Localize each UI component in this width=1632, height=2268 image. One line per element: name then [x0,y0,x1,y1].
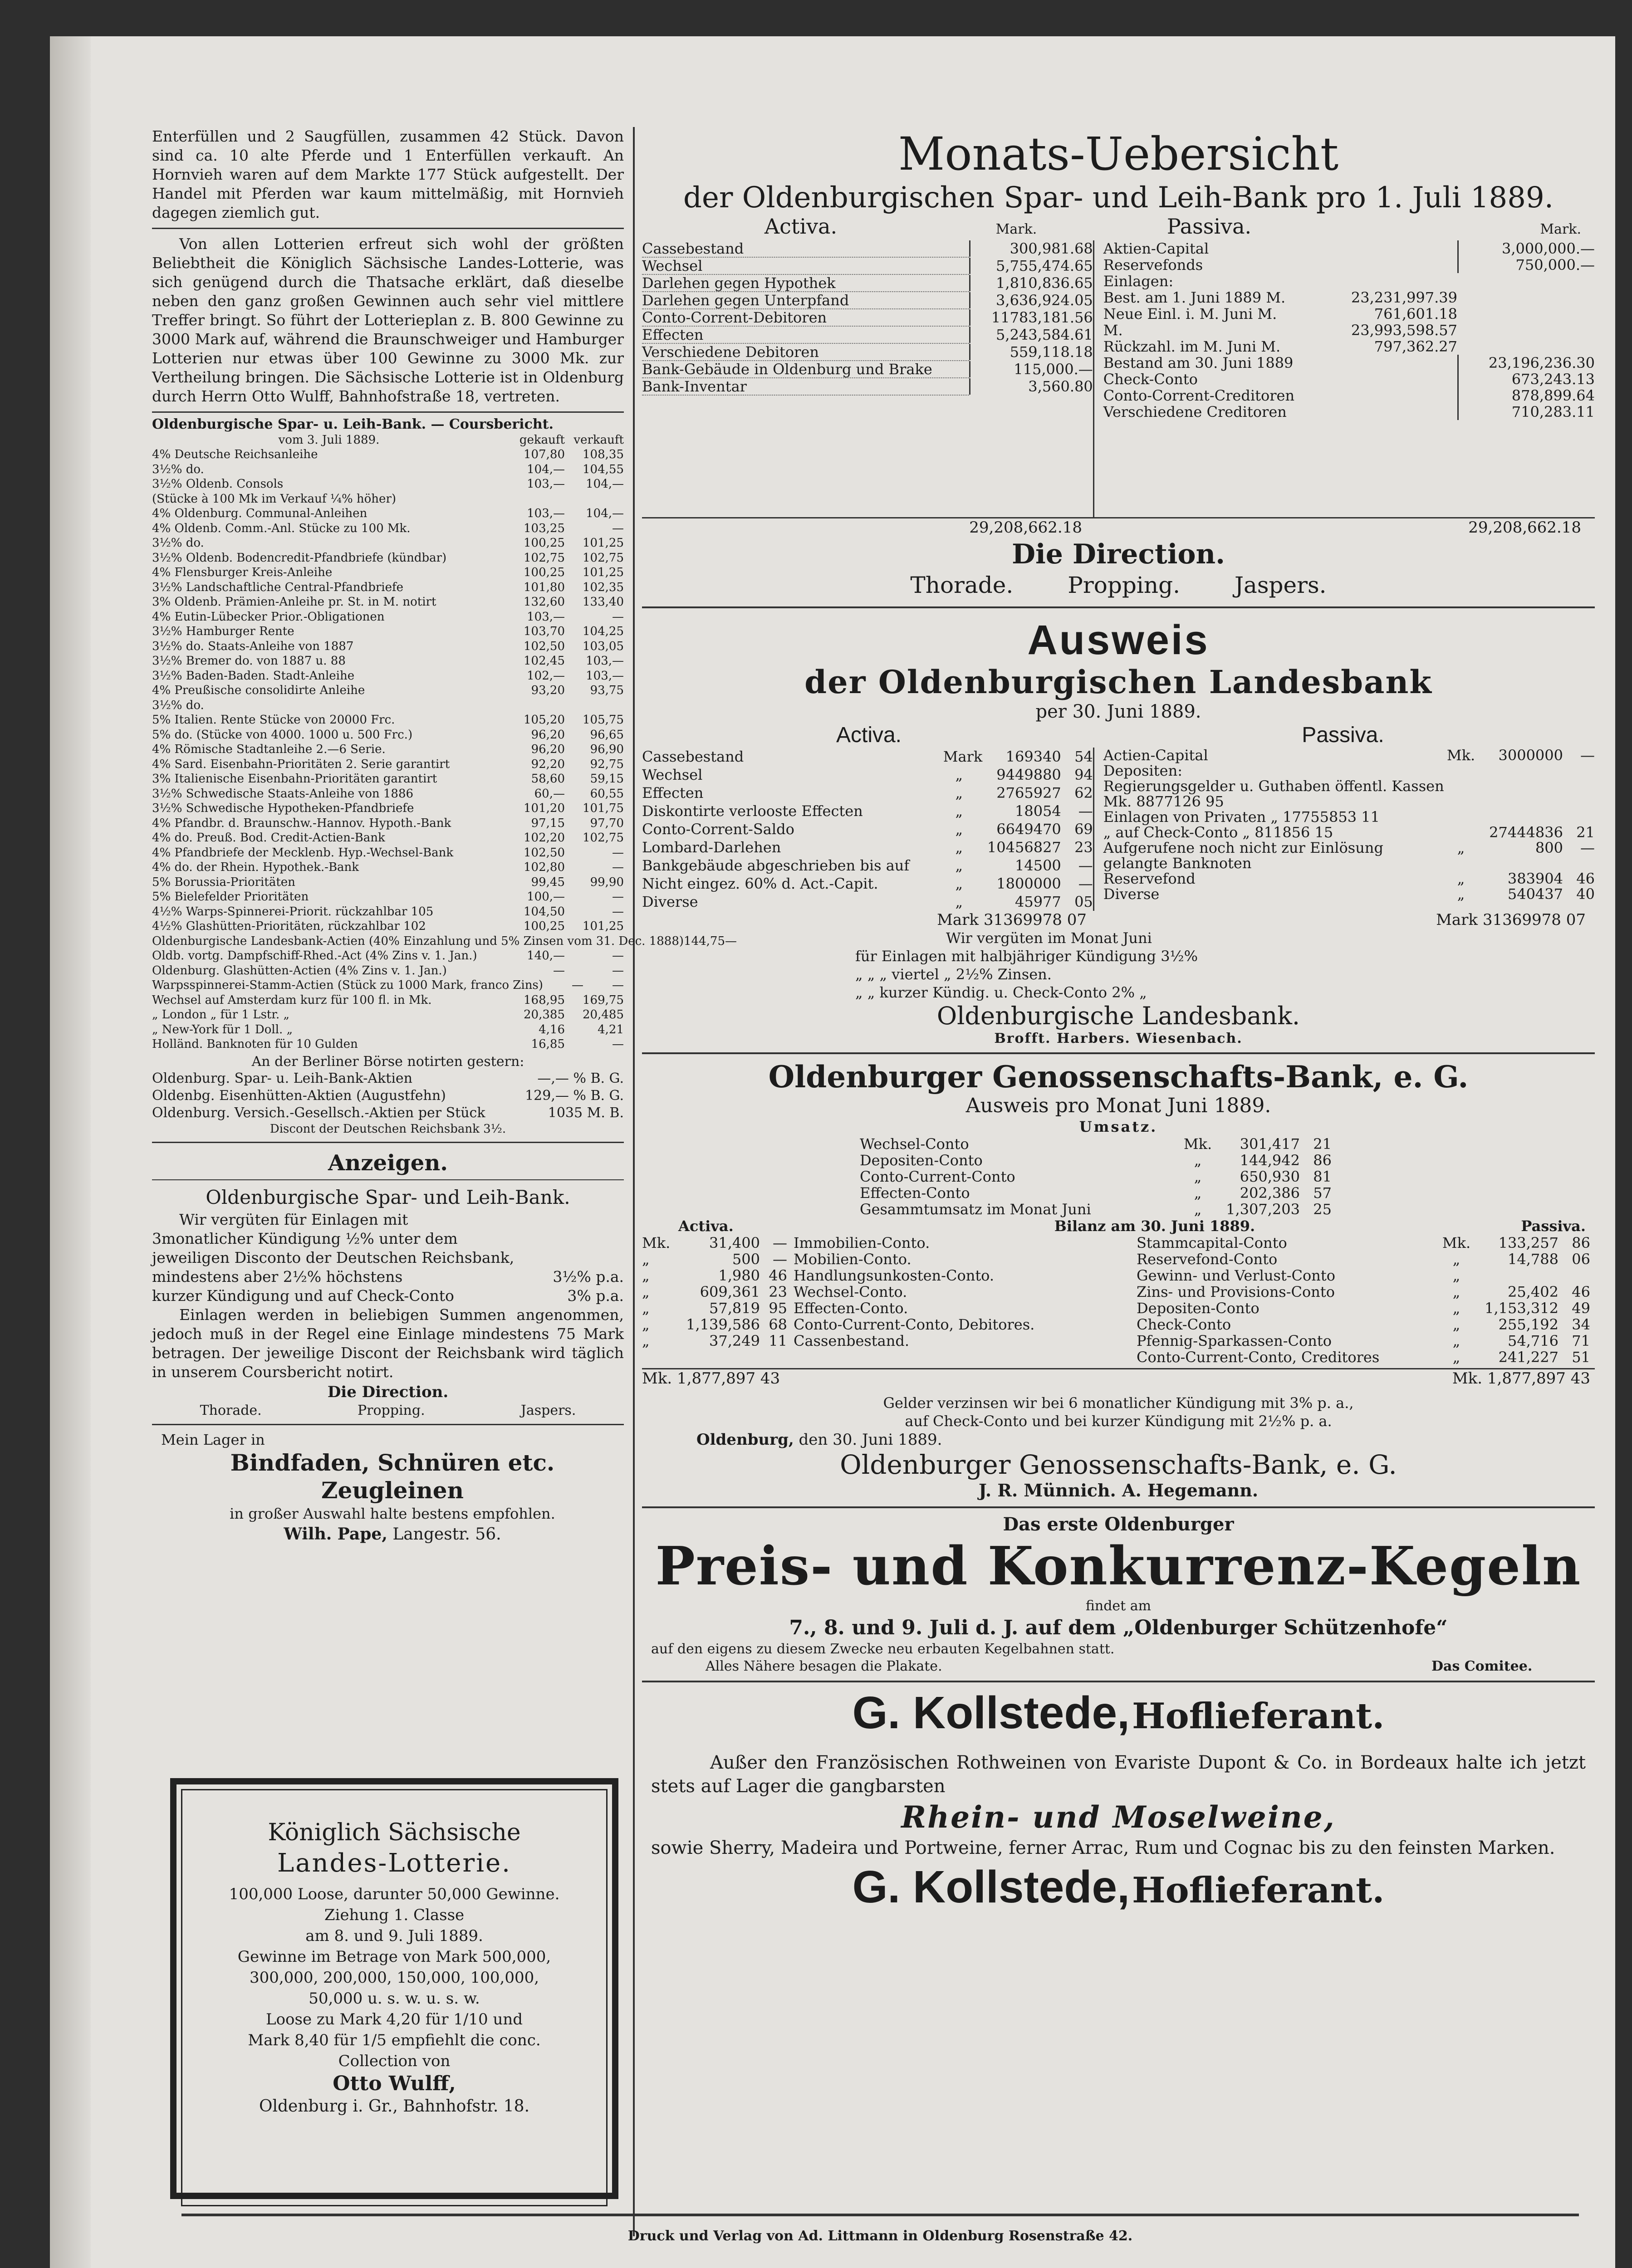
table-row: Regierungsgelder u. Guthaben öffentl. Kassen Mk. 8877126 95 [1103,777,1444,810]
kurs-row: 3½% Hamburger Rente 103,70 104,25 [152,625,624,638]
kurs-row: 3½% Oldenb. Bodencredit-Pfandbriefe (kündbar) 102,75 102,75 [152,551,624,565]
kollstede-footer: G. Kollstede, Hoflieferant. [852,1862,1385,1912]
kollstede-text-1: Außer den Französischen Rothweinen von Evariste Dupont & Co. in Bordeaux halte ich jetzt stets auf Lager die gangbarsten [651,1752,1586,1797]
spar-rates [152,1229,624,1305]
table-row: Bankgebäude abgeschrieben bis auf „ 14500 — [642,857,1093,874]
spar-ad-intro: Wir vergüten für Einlagen mit [179,1210,408,1228]
genoss-umsatz: Umsatz. [1079,1118,1158,1135]
spar-rate-row: 3monatlicher Kündigung ½% unter dem jeweiligen Disconto der Deutschen Reichsbank, mindestens aber 2½% höchstens 3½% p.a. [152,1229,624,1286]
table-row: Depositen-Conto „ 1,153,312 49 [1137,1300,1590,1317]
kurs-title: Oldenburgische Spar- u. Leih-Bank. — Coursbericht. [152,416,554,432]
table-row: Depositen-Conto „ 144,942 86 [860,1152,1332,1169]
kurs-row: 5% Bielefelder Prioritäten 100,— — [152,890,624,904]
table-row: Conto-Current-Conto, Creditores „ 241,227 51 [1137,1349,1590,1366]
kurs-row: 3½% do. Staats-Anleihe von 1887 102,50 103,05 [152,639,624,653]
kurs-row: 5% Italien. Rente Stücke von 20000 Frc. 105,20 105,75 [152,713,624,727]
divider [642,1052,1595,1054]
lottery-line: Gewinne im Betrage von Mark 500,000, [237,1948,551,1966]
table-row: Conto-Current-Conto „ 650,930 81 [860,1168,1332,1185]
table-row: Wechsel-Conto Mk. 301,417 21 [860,1135,1332,1153]
kurs-row: (Stücke à 100 Mk im Verkauf ¼% höher) [152,492,397,506]
market-report-text: Enterfüllen und 2 Saugfüllen, zusammen 42 Stück. Davon sind ca. 10 alte Pferde und 1 Enterfüllen verkauft. An Hornvieh waren auf dem Markte 177 Stück aufgestellt. Der Handel mit Pferden war kaum mittelmäßig, mit Hornvieh dagegen ziemlich gut. [152,127,624,221]
kurs-row: 4% Deutsche Reichsanleihe 107,80 108,35 [152,448,624,461]
kurs-row: Oldenburgische Landesbank-Actien (40% Einzahlung und 5% Zinsen vom 31. Dec. 1888) 144,75 — [152,934,737,948]
monat-passiva-row: Conto-Corrent-Creditoren 878,899.64 [1103,387,1595,404]
lottery-line: 300,000, 200,000, 150,000, 100,000, [249,1969,539,1987]
kollstede-wines: Rhein- und Moselweine, [901,1799,1336,1835]
genoss-activa-row: „ 1,139,586 68 Conto-Current-Conto, Debitores. [642,1316,1035,1333]
genoss-umsatz-table [860,1136,1332,1217]
ausweis-heads: Activa. Passiva. [836,723,1384,747]
monat-activa-row: Bank-Inventar 3,560.80 [642,378,1093,395]
genoss-activa-row: „ 1,980 46 Handlungsunkosten-Conto. [642,1267,995,1284]
monat-passiva-row: Aktien-Capital 3,000,000.— [1103,240,1595,257]
monat-passiva-row: Einlagen: [1103,273,1174,290]
table-row: Actien-Capital Mk. 3000000 — [1103,747,1595,764]
kegeln-findet: findet am [1085,1598,1152,1614]
monat-passiva-row: Bestand am 30. Juni 1889 23,196,236.30 [1103,354,1595,371]
discont-note: Discont der Deutschen Reichsbank 3½. [270,1122,506,1136]
genoss-activa-row: „ 37,249 11 Cassenbestand. [642,1332,909,1349]
monat-activa-row: Effecten 5,243,584.61 [642,326,1093,343]
genoss-bank: Oldenburger Genossenschafts-Bank, e. G. [840,1449,1397,1480]
kurs-row: 5% Borussia-Prioritäten 99,45 99,90 [152,875,624,889]
kurs-row: 4½% Warps-Spinnerei-Priorit. rückzahlbar 105 104,50 — [152,904,624,919]
kurs-row: 3½% Landschaftliche Central-Pfandbriefe 101,80 102,35 [152,580,624,594]
kurs-head-ask: verkauft [573,433,624,447]
lottery-line: Mark 8,40 für 1/5 empfiehlt die conc. [248,2031,541,2049]
monat-activa-row: Cassebestand 300,981.68 [642,240,1093,257]
genoss-bilanz-heads: Activa. Bilanz am 30. Juni 1889. Passiva. [678,1217,1586,1235]
kurs-row: 4% Pfandbriefe der Mecklenb. Hyp.-Wechsel-Bank 102,50 — [152,846,624,860]
kurs-row: Oldenburg. Glashütten-Actien (4% Zins v. 1. Jan.) — — [152,963,624,978]
lottery-line: Loose zu Mark 4,20 für 1/10 und [265,2010,523,2028]
berlin-row: Oldenburg. Spar- u. Leih-Bank-Aktien —,— % B. G. [152,1070,624,1086]
genoss-activa-row: Mk. 31,400 — Immobilien-Conto. [642,1234,930,1251]
kurs-row: 3½% do. 100,25 101,25 [152,536,624,550]
monat-activa-row: Verschiedene Debitoren 559,118.18 [642,343,1093,361]
kegeln-more: Alles Nähere besagen die Plakate. [706,1658,942,1674]
monat-signatures: Thorade. Propping. Jaspers. [910,572,1327,598]
pape-ad: Mein Lager in Bindfaden, Schnüren etc. Zeugleinen in großer Auswahl halte bestens empfohlen. Wilh. Pape, Langestr. 56. [161,1431,555,1544]
footer-rule [181,2214,1579,2216]
table-row: Nicht eingez. 60% d. Act.-Capit. „ 1800000 — [642,875,1093,892]
kollstede-text-2: sowie Sherry, Madeira und Portweine, ferner Arrac, Rum und Cognac bis zu den feinsten Marken. [651,1838,1555,1858]
ausweis-activa-table [642,748,1094,911]
monat-passiva-row: Check-Conto 673,243.13 [1103,371,1595,388]
table-row: Wechsel „ 9449880 94 [642,766,1093,783]
kurs-row: Wechsel auf Amsterdam kurz für 100 fl. in Mk. 168,95 169,75 [152,993,624,1007]
divider [152,228,624,229]
kurs-row: 5% do. (Stücke von 4000. 1000 u. 500 Frc.) 96,20 96,65 [152,728,624,742]
genoss-totals: Mk. 1,877,897 43 Mk. 1,877,897 43 [642,1368,1595,1388]
table-row: Diskontirte verlooste Effecten „ 18054 — [642,802,1093,820]
kurs-row: 3% Italienische Eisenbahn-Prioritäten garantirt 58,60 59,15 [152,772,624,786]
page-binding [50,36,91,2268]
kurs-row: 3½% do. 104,— 104,55 [152,462,624,476]
kurs-row: 3½% Schwedische Staats-Anleihe von 1886 60,— 60,55 [152,787,624,801]
table-row: „ auf Check-Conto „ 811856 15 27444836 21 [1103,824,1595,841]
genoss-activa-row: „ 57,819 95 Effecten-Conto. [642,1300,908,1317]
lottery-line: Collection von [338,2052,451,2070]
kurs-row: Oldb. vortg. Dampfschiff-Rhed.-Act (4% Zins v. 1. Jan.) 140,— — [152,949,624,963]
berlin-row: Oldenbg. Eisenhütten-Aktien (Augustfehn) 129,— % B. G. [152,1087,624,1104]
lottery-notice-text: Von allen Lotterien erfreut sich wohl der größten Beliebtheit die Königlich Sächsische Landes-Lotterie, was sich genügend durch die Thatsache erklärt, daß dieselbe neben den ganz großen Gewinnen auch sehr viel mittlere Treffer bringt. So führt der Lotterieplan z. B. 800 Gewinne zu 3000 Mark auf, während die Braunschweiger und Hamburger Lotterien nur etwas über 100 Gewinne zu 3000 Mk. zur Vertheilung bringen. Die Sächsische Lotterie ist in Oldenburg durch Herrn Otto Wulff, Bahnhofstraße 18, vertreten. [152,235,624,405]
berlin-title: An der Berliner Börse notirten gestern: [251,1053,524,1070]
lottery-title-1: Königlich Sächsische [268,1819,521,1846]
genoss-subtitle: Ausweis pro Monat Juni 1889. [965,1094,1271,1117]
monat-subtitle: der Oldenburgischen Spar- und Leih-Bank pro 1. Juli 1889. [683,181,1554,215]
monat-activa-row: Conto-Corrent-Debitoren 11783,181.56 [642,309,1093,326]
genoss-title: Oldenburger Genossenschafts-Bank, e. G. [768,1059,1469,1095]
genoss-dateline: Oldenburg, den 30. Juni 1889. [696,1431,942,1449]
kurs-row: 4% Oldenb. Comm.-Anl. Stücke zu 100 Mk. 103,25 — [152,521,624,535]
monat-passiva-row: Verschiedene Creditoren 710,283.11 [1103,403,1595,420]
ausweis-passiva-table [1094,748,1595,911]
kurs-row: 3½% do. [152,698,204,712]
kurs-row: 4½% Glashütten-Prioritäten, rückzahlbar 102 100,25 101,25 [152,919,624,933]
kurs-row: 4% Flensburger Kreis-Anleihe 100,25 101,25 [152,566,624,579]
kurs-row: 3½% Bremer do. von 1887 u. 88 102,45 103,— [152,654,624,668]
divider [642,1681,1595,1682]
monat-heads: Activa. Mark. Passiva. Mark. [764,214,1581,239]
table-row: Pfennig-Sparkassen-Conto „ 54,716 71 [1137,1332,1590,1349]
kurs-row: 3½% Schwedische Hypotheken-Pfandbriefe 101,20 101,75 [152,802,624,815]
kurs-row: „ London „ für 1 Lstr. „ 20,385 20,485 [152,1008,624,1022]
table-row: Effecten „ 2765927 62 [642,784,1093,802]
genoss-signatures: J. R. Münnich. A. Hegemann. [978,1480,1259,1501]
kegeln-where: auf den eigens zu diesem Zwecke neu erbauten Kegelbahnen statt. [651,1641,1115,1657]
kurs-row: 4% Preußische consolidirte Anleihe 93,20 93,75 [152,684,624,697]
spar-signatures: Thorade. Propping. Jaspers. [200,1402,576,1418]
kurs-row: 4% do. Preuß. Bod. Credit-Actien-Bank 102,20 102,75 [152,831,624,845]
ausweis-date: per 30. Juni 1889. [1035,701,1201,722]
monat-activa-row: Darlehen gegen Unterpfand 3,636,924.05 [642,292,1093,309]
anzeigen-heading: Anzeigen. [328,1150,448,1176]
berlin-row: Oldenburg. Versich.-Gesellsch.-Aktien per Stück 1035 M. B. [152,1105,624,1121]
table-row: Gewinn- und Verlust-Conto „ [1137,1267,1460,1284]
monat-passiva-row: M. 23,993,598.57 [1103,322,1457,339]
ausweis-bank: Oldenburgische Landesbank. [936,1002,1300,1030]
table-row: Reservefond-Conto „ 14,788 06 [1137,1251,1590,1268]
berlin-table [152,1070,624,1122]
genoss-activa-table [642,1235,1137,1365]
kurs-row: 4% Pfandbr. d. Braunschw.-Hannov. Hypoth.-Bank 97,15 97,70 [152,816,624,830]
table-row: Reservefond „ 383904 46 [1103,870,1595,887]
kurs-row: 4% Oldenburg. Communal-Anleihen 103,— 104,— [152,507,624,520]
kurs-row: 3½% Baden-Baden. Stadt-Anleihe 102,— 103,— [152,669,624,683]
monat-direction: Die Direction. [1011,538,1225,570]
divider [642,606,1595,608]
table-row: Stammcapital-Conto Mk. 133,257 86 [1137,1234,1590,1251]
table-row: Depositen: [1103,762,1182,779]
kurs-row: „ New-York für 1 Doll. „ 4,16 4,21 [152,1022,624,1036]
lottery-ad-box [170,1778,618,2199]
divider [152,1142,624,1143]
monat-totals: 29,208,662.18 29,208,662.18 [642,517,1595,537]
kollstede-header: G. Kollstede, Hoflieferant. [852,1687,1385,1738]
divider [152,1424,624,1425]
lottery-line: 100,000 Loose, darunter 50,000 Gewinne. [229,1885,560,1903]
kurs-row: 4% Eutin-Lübecker Prior.-Obligationen 103,— — [152,610,624,624]
column-divider [633,127,635,2236]
spar-ad-title: Oldenburgische Spar- und Leih-Bank. [206,1186,570,1208]
kegeln-when: 7., 8. und 9. Juli d. J. auf dem „Oldenburger Schützenhofe“ [789,1616,1448,1639]
monat-activa-table [642,240,1094,517]
table-row: Einlagen von Privaten „ 17755853 11 [1103,808,1380,826]
kurs-row: 3½% Oldenb. Consols 103,— 104,— [152,477,624,491]
ausweis-rates: Wir vergüten im Monat Juni für Einlagen mit halbjähriger Kündigung 3½% „ „ „ viertel „ 2½% Zinsen. „ „ kurzer Kündig. u. Check-Conto 2% „ [855,929,1198,1001]
table-row: Zins- und Provisions-Conto „ 25,402 46 [1137,1283,1590,1300]
divider [152,411,624,413]
table-row: Gesammtumsatz im Monat Juni „ 1,307,203 25 [860,1201,1332,1218]
monat-activa-row: Wechsel 5,755,474.65 [642,257,1093,274]
kegeln-comitee: Das Comitee. [1431,1658,1533,1674]
genoss-passiva-table [1137,1235,1590,1365]
table-row: Aufgerufene noch nicht zur Einlösung gelangte Banknoten „ 800 — [1103,839,1595,872]
lottery-address: Oldenburg i. Gr., Bahnhofstr. 18. [259,2097,530,2116]
divider [642,1506,1595,1508]
genoss-activa-row: „ 500 — Mobilien-Conto. [642,1251,912,1268]
genoss-activa-row: „ 609,361 23 Wechsel-Conto. [642,1283,907,1300]
table-row: Cassebestand Mark 169340 54 [642,748,1093,765]
kegeln-pre: Das erste Oldenburger [1003,1514,1234,1535]
monat-title: Monats-Uebersicht [898,127,1339,181]
monat-activa-row: Darlehen gegen Hypothek 1,810,836.65 [642,274,1093,292]
monat-passiva-row: Reservefonds 750,000.— [1103,256,1595,274]
kurs-head-bid: gekauft [519,433,565,447]
spar-rate-row: kurzer Kündigung und auf Check-Conto 3% p.a. [152,1286,624,1305]
newspaper-page [50,36,1615,2268]
monat-activa-row: Bank-Gebäude in Oldenburg und Brake 115,000.— [642,361,1093,378]
table-row: Check-Conto „ 255,192 34 [1137,1316,1590,1333]
kurs-row: Holländ. Banknoten für 10 Gulden 16,85 — [152,1037,624,1051]
lottery-title-2: Landes-Lotterie. [277,1848,511,1878]
spar-direction: Die Direction. [327,1383,449,1401]
kurs-row: 3% Oldenb. Prämien-Anleihe pr. St. in M. notirt 132,60 133,40 [152,595,624,609]
divider [152,1179,624,1180]
spar-ad-text: Einlagen werden in beliebigen Summen angenommen, jedoch muß in der Regel eine Einlage mindestens 75 Mark betragen. Der jeweilige Discont der Reichsbank wird täglich in unserem Coursbericht notirt. [152,1305,624,1381]
kurs-table [152,447,737,1052]
monat-passiva-row: Best. am 1. Juni 1889 M. 23,231,997.39 [1103,289,1457,306]
table-row: Diverse „ 540437 40 [1103,885,1595,903]
monat-passiva-row: Neue Einl. i. M. Juni M. 761,601.18 [1103,305,1457,323]
ausweis-subtitle: der Oldenburgischen Landesbank [804,663,1432,701]
monat-passiva-row: Rückzahl. im M. Juni M. 797,362.27 [1103,338,1457,355]
lottery-collector: Otto Wulff, [333,2072,456,2095]
ausweis-totals: Mark 31369978 07 Mark 31369978 07 [937,911,1586,929]
kurs-header: vom 3. Juli 1889. gekauft verkauft [278,433,624,447]
lottery-line: 50,000 u. s. w. u. s. w. [309,1989,480,2008]
kurs-row: 4% Römische Stadtanleihe 2.—6 Serie. 96,20 96,90 [152,743,624,756]
ausweis-signatures: Brofft. Harbers. Wiesenbach. [994,1031,1243,1046]
monat-passiva-table [1094,240,1595,517]
table-row: Conto-Corrent-Saldo „ 6649470 69 [642,821,1093,838]
kurs-row: 4% do. der Rhein. Hypothek.-Bank 102,80 — [152,860,624,874]
table-row: Effecten-Conto „ 202,386 57 [860,1184,1332,1202]
genoss-text-1: Gelder verzinsen wir bei 6 monatlicher Kündigung mit 3% p. a., [883,1394,1354,1412]
table-row: Diverse „ 45977 05 [642,893,1093,910]
lottery-lines [182,1884,606,2072]
ausweis-title: Ausweis [1027,617,1210,663]
kurs-row: 4% Sard. Eisenbahn-Prioritäten 2. Serie garantirt 92,20 92,75 [152,757,624,771]
table-row: Lombard-Darlehen „ 10456827 23 [642,839,1093,856]
right-column [642,127,1595,2268]
lottery-line: am 8. und 9. Juli 1889. [305,1927,483,1945]
imprint: Druck und Verlag von Ad. Littmann in Oldenburg Rosenstraße 42. [627,2228,1133,2244]
genoss-text-2: auf Check-Conto und bei kurzer Kündigung mit 2½% p. a. [905,1413,1332,1430]
kegeln-title: Preis- und Konkurrenz-Kegeln [655,1535,1582,1597]
kurs-row: Warpsspinnerei-Stamm-Actien (Stück zu 1000 Mark, franco Zins) — — [152,978,624,992]
lottery-line: Ziehung 1. Classe [324,1906,465,1924]
